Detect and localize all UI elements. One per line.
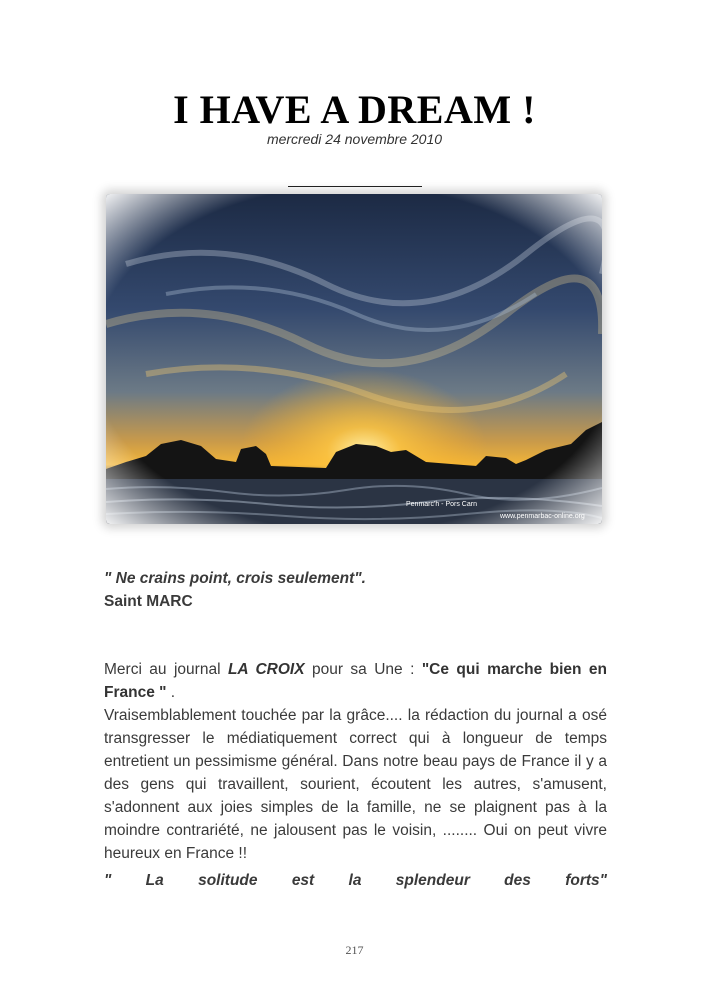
closing-word: " [104, 872, 112, 889]
body-paragraph: Vraisemblablement touchée par la grâce.... la rédaction du journal a osé transgresser le médiatiquement correct qui à longueur de temps entretient un pessimisme général. Dans notre beau pays de France il y a des gens qui travaillent, sourient, écoutent les autres, s'amusent, s'adonnent aux joies simples de la famille, ne se plaignent pas à la moindre contrariété, ne jalousent pas le voisin, ........ Oui on peut vivre heureux en France !! [104, 707, 607, 862]
intro-text-3: . [166, 684, 176, 701]
divider [288, 186, 422, 187]
headline-quote: "Ce qui marche bien en France " [104, 661, 608, 701]
post-date: mercredi 24 novembre 2010 [266, 131, 443, 147]
closing-word: La [145, 872, 164, 889]
quote-author: Saint MARC [104, 593, 193, 610]
intro-text-2: pour sa Une : [304, 661, 422, 678]
photo-watermark-small: Penmarc'h - Pors Carn [406, 501, 477, 508]
page-number: 217 [345, 943, 364, 957]
quote-text: " Ne crains point, crois seulement". [104, 570, 366, 587]
journal-name: LA CROIX [227, 661, 305, 678]
closing-quote [104, 869, 607, 892]
closing-word: solitude [198, 872, 258, 889]
sunset-seascape-photo [106, 194, 602, 524]
page-title: I HAVE A DREAM ! [173, 87, 536, 132]
closing-word: splendeur [395, 872, 470, 889]
photo-watermark: www.penmarbac-online.org [500, 513, 585, 520]
closing-word: est [291, 872, 315, 889]
intro-text: Merci au journal [104, 661, 228, 678]
closing-word: des [504, 872, 531, 889]
article-body [104, 658, 607, 865]
closing-word: forts" [565, 872, 607, 889]
closing-word: la [348, 872, 362, 889]
